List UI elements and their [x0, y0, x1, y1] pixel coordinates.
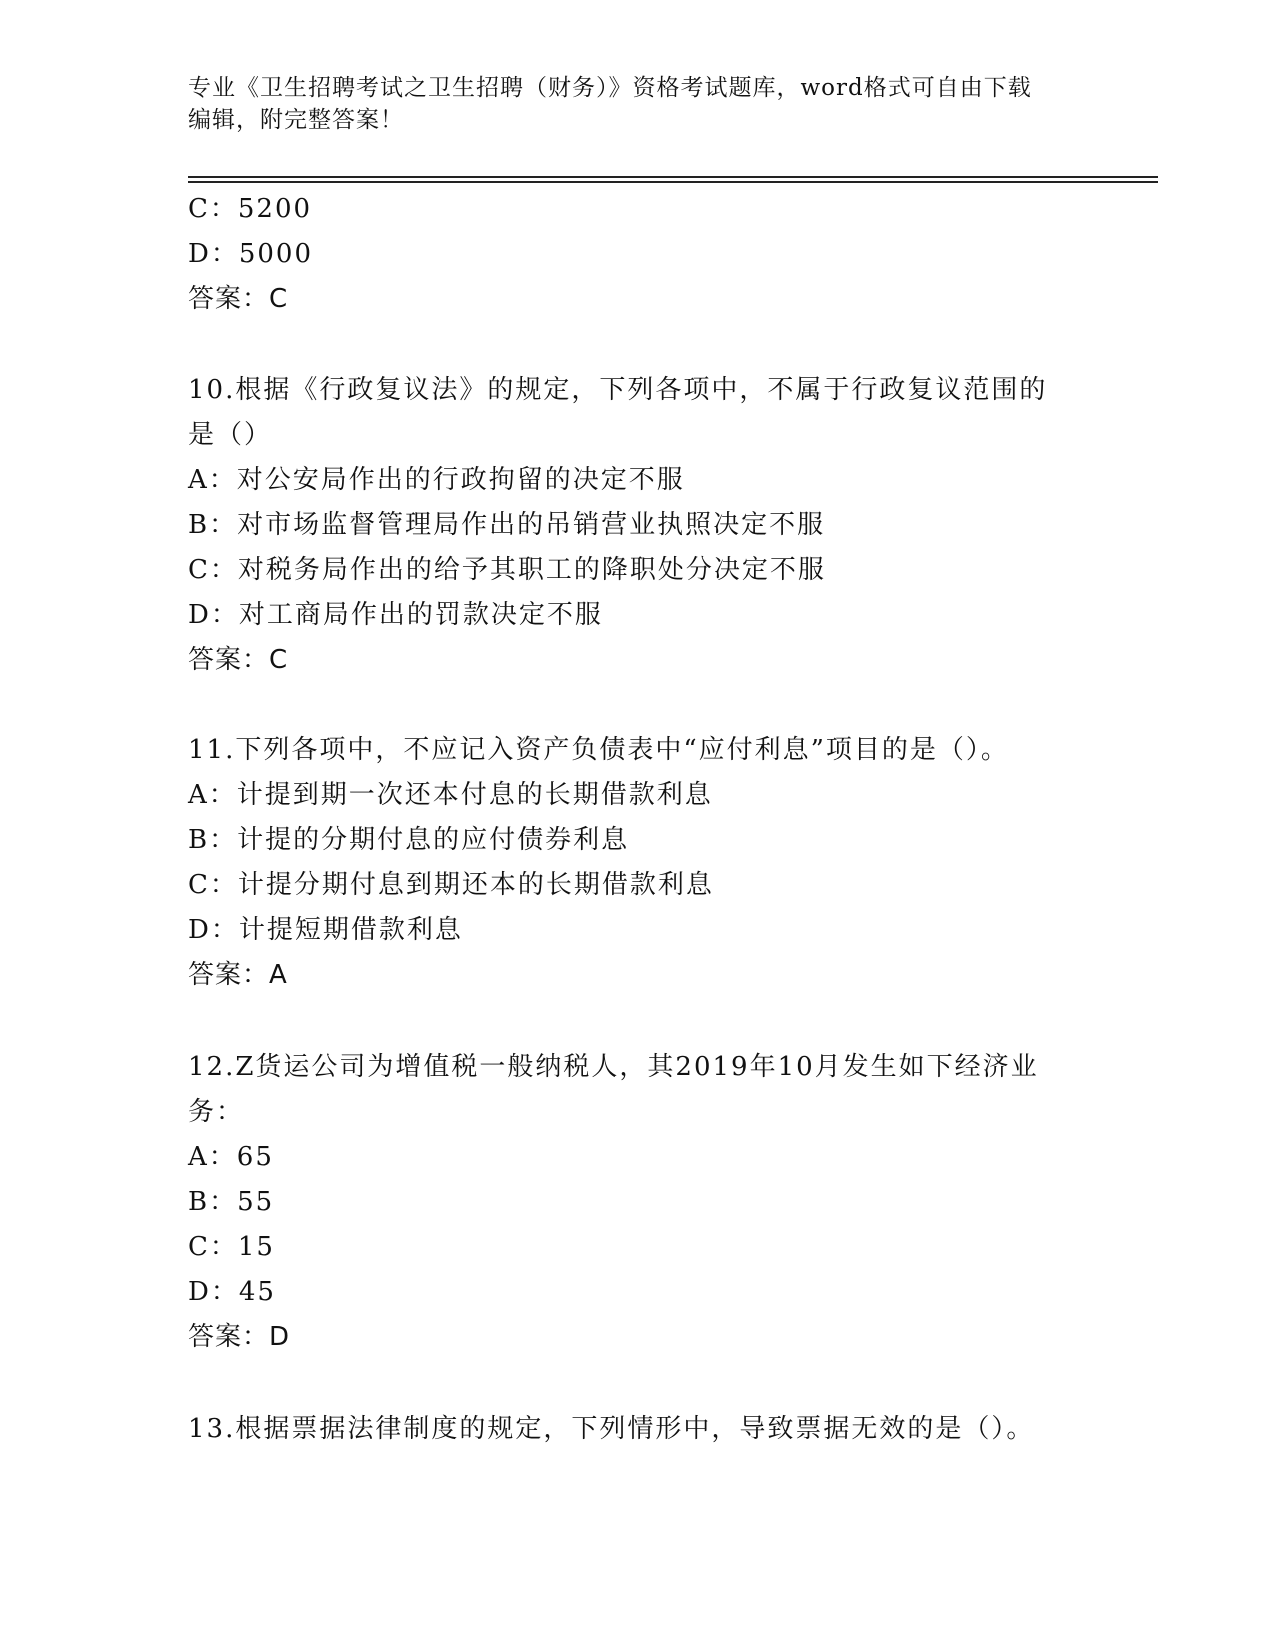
header-rule-bottom [188, 181, 1158, 183]
q12-option-a: A：65 [188, 1142, 274, 1172]
q11-option-b: B：计提的分期付息的应付债券利息 [188, 825, 630, 855]
q9-answer: 答案：C [188, 284, 289, 314]
q12-stem-line-2: 务： [188, 1097, 245, 1127]
header-line-2: 编辑，附完整答案！ [188, 107, 404, 133]
document-header [188, 72, 1088, 136]
q11-answer: 答案：A [188, 960, 288, 990]
q12-option-c: C：15 [188, 1232, 275, 1262]
q10-option-d: D：对工商局作出的罚款决定不服 [188, 600, 603, 630]
q12-stem-line-1: 12.Z货运公司为增值税一般纳税人，其2019年10月发生如下经济业 [188, 1052, 1039, 1082]
q12-option-b: B：55 [188, 1187, 275, 1217]
q10-stem-line-2: 是（） [188, 420, 273, 450]
q13-stem-line-1: 13.根据票据法律制度的规定，下列情形中，导致票据无效的是（）。 [188, 1414, 1035, 1444]
header-rule-top [188, 176, 1158, 178]
header-line-1: 专业《卫生招聘考试之卫生招聘（财务）》资格考试题库，word格式可自由下载 [188, 75, 1032, 101]
q11-stem-line-1: 11.下列各项中，不应记入资产负债表中“应付利息”项目的是（）。 [188, 735, 1009, 765]
q12-answer: 答案：D [188, 1322, 291, 1352]
q10-answer: 答案：C [188, 645, 289, 675]
q12-option-d: D：45 [188, 1277, 276, 1307]
q9-option-c: C：5200 [188, 194, 313, 224]
q9-option-d: D：5000 [188, 239, 314, 269]
q11-option-c: C：计提分期付息到期还本的长期借款利息 [188, 870, 714, 900]
q10-option-c: C：对税务局作出的给予其职工的降职处分决定不服 [188, 555, 826, 585]
q11-option-a: A：计提到期一次还本付息的长期借款利息 [188, 780, 713, 810]
q10-option-a: A：对公安局作出的行政拘留的决定不服 [188, 465, 685, 495]
q10-stem-line-1: 10.根据《行政复议法》的规定，下列各项中，不属于行政复议范围的 [188, 375, 1048, 405]
q10-option-b: B：对市场监督管理局作出的吊销营业执照决定不服 [188, 510, 826, 540]
q11-option-d: D：计提短期借款利息 [188, 915, 463, 945]
